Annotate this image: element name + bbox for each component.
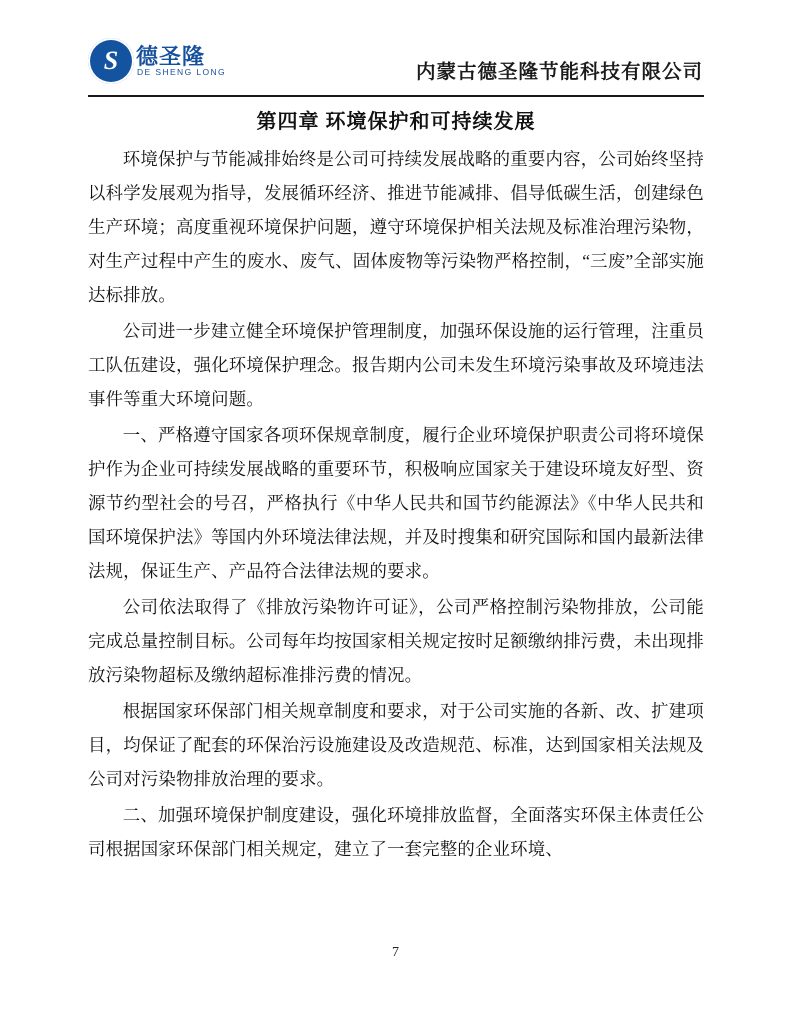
paragraph: 公司进一步建立健全环境保护管理制度，加强环保设施的运行管理，注重员工队伍建设，强化环境保护理念。报告期内公司未发生环境污染事故及环境违法事件等重大环境问题。 xyxy=(88,321,704,409)
page-title: 第四章 环境保护和可持续发展 xyxy=(256,111,536,133)
logo-chinese-name: 德圣隆 xyxy=(136,44,206,69)
header-divider xyxy=(88,95,704,97)
paragraph: 环境保护与节能减排始终是公司可持续发展战略的重要内容，公司始终坚持以科学发展观为指导，发展循环经济、推进节能减排、倡导低碳生活，创建绿色生产环境；高度重视环境保护问题，遵守环境保护相关法规及标准治理污染物，对生产过程中产生的废水、废气、固体废物等污染物严格控制，“三废”全部实施达标排放。 xyxy=(88,149,704,305)
company-logo xyxy=(88,36,228,88)
paragraph: 根据国家环保部门相关规章制度和要求，对于公司实施的各新、改、扩建项目，均保证了配套的环保治污设施建设及改造规范、标准，达到国家相关法规及公司对污染物排放治理的要求。 xyxy=(88,701,704,789)
logo-swirl-glyph: S xyxy=(103,46,119,75)
page-header xyxy=(88,36,703,94)
company-name: 内蒙古德圣隆节能科技有限公司 xyxy=(415,62,703,83)
paragraph: 二、加强环境保护制度建设，强化环境排放监督，全面落实环保主体责任公司根据国家环保部门相关规定，建立了一套完整的企业环境、 xyxy=(88,805,704,859)
page-number: 7 xyxy=(392,945,399,960)
company-logo-circle-icon xyxy=(88,38,134,84)
document-body xyxy=(88,142,704,868)
paragraph: 公司依法取得了《排放污染物许可证》，公司严格控制污染物排放，公司能完成总量控制目标。公司每年均按国家相关规定按时足额缴纳排污费，未出现排放污染物超标及缴纳超标准排污费的情况。 xyxy=(88,597,704,685)
logo-english-name: DE SHENG LONG xyxy=(137,67,227,77)
paragraph: 一、严格遵守国家各项环保规章制度，履行企业环境保护职责公司将环境保护作为企业可持续发展战略的重要环节，积极响应国家关于建设环境友好型、资源节约型社会的号召，严格执行《中华人民共和国节约能源法》《中华人民共和国环境保护法》等国内外环境法律法规，并及时搜集和研究国际和国内最新法律法规，保证生产、产品符合法律法规的要求。 xyxy=(88,425,704,581)
